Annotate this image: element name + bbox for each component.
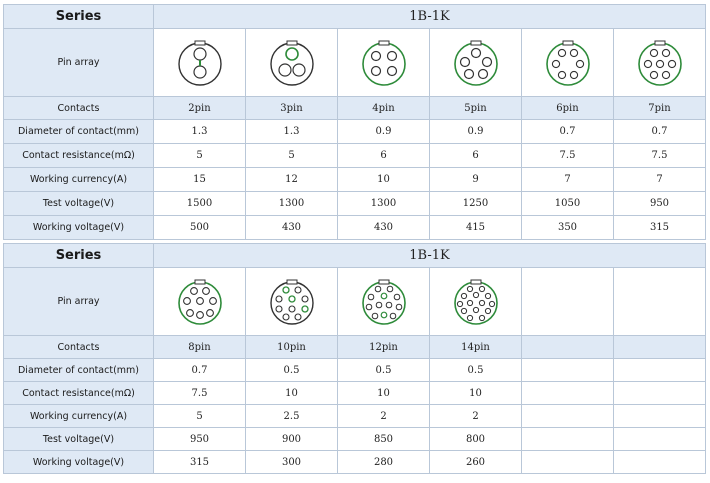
12pin-array-icon	[359, 277, 409, 327]
table-cell	[614, 428, 706, 451]
table-cell: 2.5	[246, 405, 338, 428]
table-cell: 5	[154, 144, 246, 168]
table-cell: 14pin	[430, 336, 522, 359]
table-cell: 10	[338, 168, 430, 192]
table-cell	[614, 451, 706, 474]
8pin-array-icon	[175, 277, 225, 327]
row-label: Working currency(A)	[4, 405, 154, 428]
table-cell: 300	[246, 451, 338, 474]
row-label: Contacts	[4, 336, 154, 359]
table-cell: 260	[430, 451, 522, 474]
row-label: Contacts	[4, 97, 154, 120]
table-cell	[522, 451, 614, 474]
table-cell: 1500	[154, 192, 246, 216]
series-label: Series	[4, 244, 154, 268]
table-cell: 4pin	[338, 97, 430, 120]
table-cell	[522, 359, 614, 382]
table-cell: 3pin	[246, 97, 338, 120]
table-cell	[522, 336, 614, 359]
table-cell: 0.7	[154, 359, 246, 382]
series-label: Series	[4, 5, 154, 29]
table-cell: 1050	[522, 192, 614, 216]
pin-array-cell	[246, 268, 338, 336]
table-cell: 430	[338, 216, 430, 240]
table-cell: 0.9	[430, 120, 522, 144]
pin-array-cell	[522, 29, 614, 97]
row-label: Contact resistance(mΩ)	[4, 144, 154, 168]
table-cell: 1300	[246, 192, 338, 216]
pin-array-cell	[154, 268, 246, 336]
table-cell: 0.5	[338, 359, 430, 382]
table-cell: 280	[338, 451, 430, 474]
table-cell: 950	[614, 192, 706, 216]
table-cell: 10pin	[246, 336, 338, 359]
table-cell: 5pin	[430, 97, 522, 120]
table-cell: 9	[430, 168, 522, 192]
series-value: 1B-1K	[154, 5, 706, 29]
table-cell	[614, 359, 706, 382]
table-cell: 315	[154, 451, 246, 474]
pin-array-label: Pin array	[4, 268, 154, 336]
table-cell: 900	[246, 428, 338, 451]
table-cell	[614, 336, 706, 359]
table-cell	[522, 428, 614, 451]
table-cell: 0.5	[430, 359, 522, 382]
row-label: Test voltage(V)	[4, 428, 154, 451]
table-cell	[522, 405, 614, 428]
row-label: Diameter of contact(mm)	[4, 359, 154, 382]
table-cell: 2pin	[154, 97, 246, 120]
row-label: Contact resistance(mΩ)	[4, 382, 154, 405]
table-cell: 6pin	[522, 97, 614, 120]
table-cell: 7.5	[614, 144, 706, 168]
table-cell	[522, 382, 614, 405]
table-cell: 10	[246, 382, 338, 405]
table-cell: 1.3	[154, 120, 246, 144]
table-cell: 12pin	[338, 336, 430, 359]
7pin-array-icon	[635, 38, 685, 88]
pin-array-cell	[154, 29, 246, 97]
table-cell: 0.7	[522, 120, 614, 144]
series-value: 1B-1K	[154, 244, 706, 268]
pin-array-cell	[614, 29, 706, 97]
table-cell: 6	[430, 144, 522, 168]
table-cell: 1250	[430, 192, 522, 216]
table-cell: 7	[614, 168, 706, 192]
table-cell: 7pin	[614, 97, 706, 120]
4pin-array-icon	[359, 38, 409, 88]
table-cell: 0.9	[338, 120, 430, 144]
pin-array-cell	[430, 29, 522, 97]
table-cell: 430	[246, 216, 338, 240]
table-cell: 1300	[338, 192, 430, 216]
10pin-array-icon	[267, 277, 317, 327]
6pin-array-icon	[543, 38, 593, 88]
row-label: Working voltage(V)	[4, 216, 154, 240]
table-cell: 7.5	[154, 382, 246, 405]
table-cell: 12	[246, 168, 338, 192]
table-cell	[614, 382, 706, 405]
table-cell: 15	[154, 168, 246, 192]
14pin-array-icon	[451, 277, 501, 327]
spec-table-2	[3, 243, 706, 474]
table-cell: 800	[430, 428, 522, 451]
table-cell: 2	[430, 405, 522, 428]
row-label: Test voltage(V)	[4, 192, 154, 216]
table-cell: 500	[154, 216, 246, 240]
table-cell: 5	[154, 405, 246, 428]
table-cell: 850	[338, 428, 430, 451]
table-cell: 415	[430, 216, 522, 240]
2pin-array-icon	[175, 38, 225, 88]
table-cell: 8pin	[154, 336, 246, 359]
empty-cell	[522, 268, 614, 336]
table-cell: 950	[154, 428, 246, 451]
table-cell: 350	[522, 216, 614, 240]
row-label: Working currency(A)	[4, 168, 154, 192]
pin-array-label: Pin array	[4, 29, 154, 97]
row-label: Working voltage(V)	[4, 451, 154, 474]
table-cell: 315	[614, 216, 706, 240]
table-cell: 6	[338, 144, 430, 168]
table-cell: 2	[338, 405, 430, 428]
5pin-array-icon	[451, 38, 501, 88]
table-cell: 1.3	[246, 120, 338, 144]
table-cell: 7	[522, 168, 614, 192]
table-cell: 0.5	[246, 359, 338, 382]
table-cell: 7.5	[522, 144, 614, 168]
table-cell: 10	[338, 382, 430, 405]
spec-table-1	[3, 4, 706, 240]
3pin-array-icon	[267, 38, 317, 88]
pin-array-cell	[430, 268, 522, 336]
table-cell: 0.7	[614, 120, 706, 144]
pin-array-cell	[338, 29, 430, 97]
empty-cell	[614, 268, 706, 336]
pin-array-cell	[338, 268, 430, 336]
row-label: Diameter of contact(mm)	[4, 120, 154, 144]
table-cell	[614, 405, 706, 428]
pin-array-cell	[246, 29, 338, 97]
table-cell: 5	[246, 144, 338, 168]
table-cell: 10	[430, 382, 522, 405]
